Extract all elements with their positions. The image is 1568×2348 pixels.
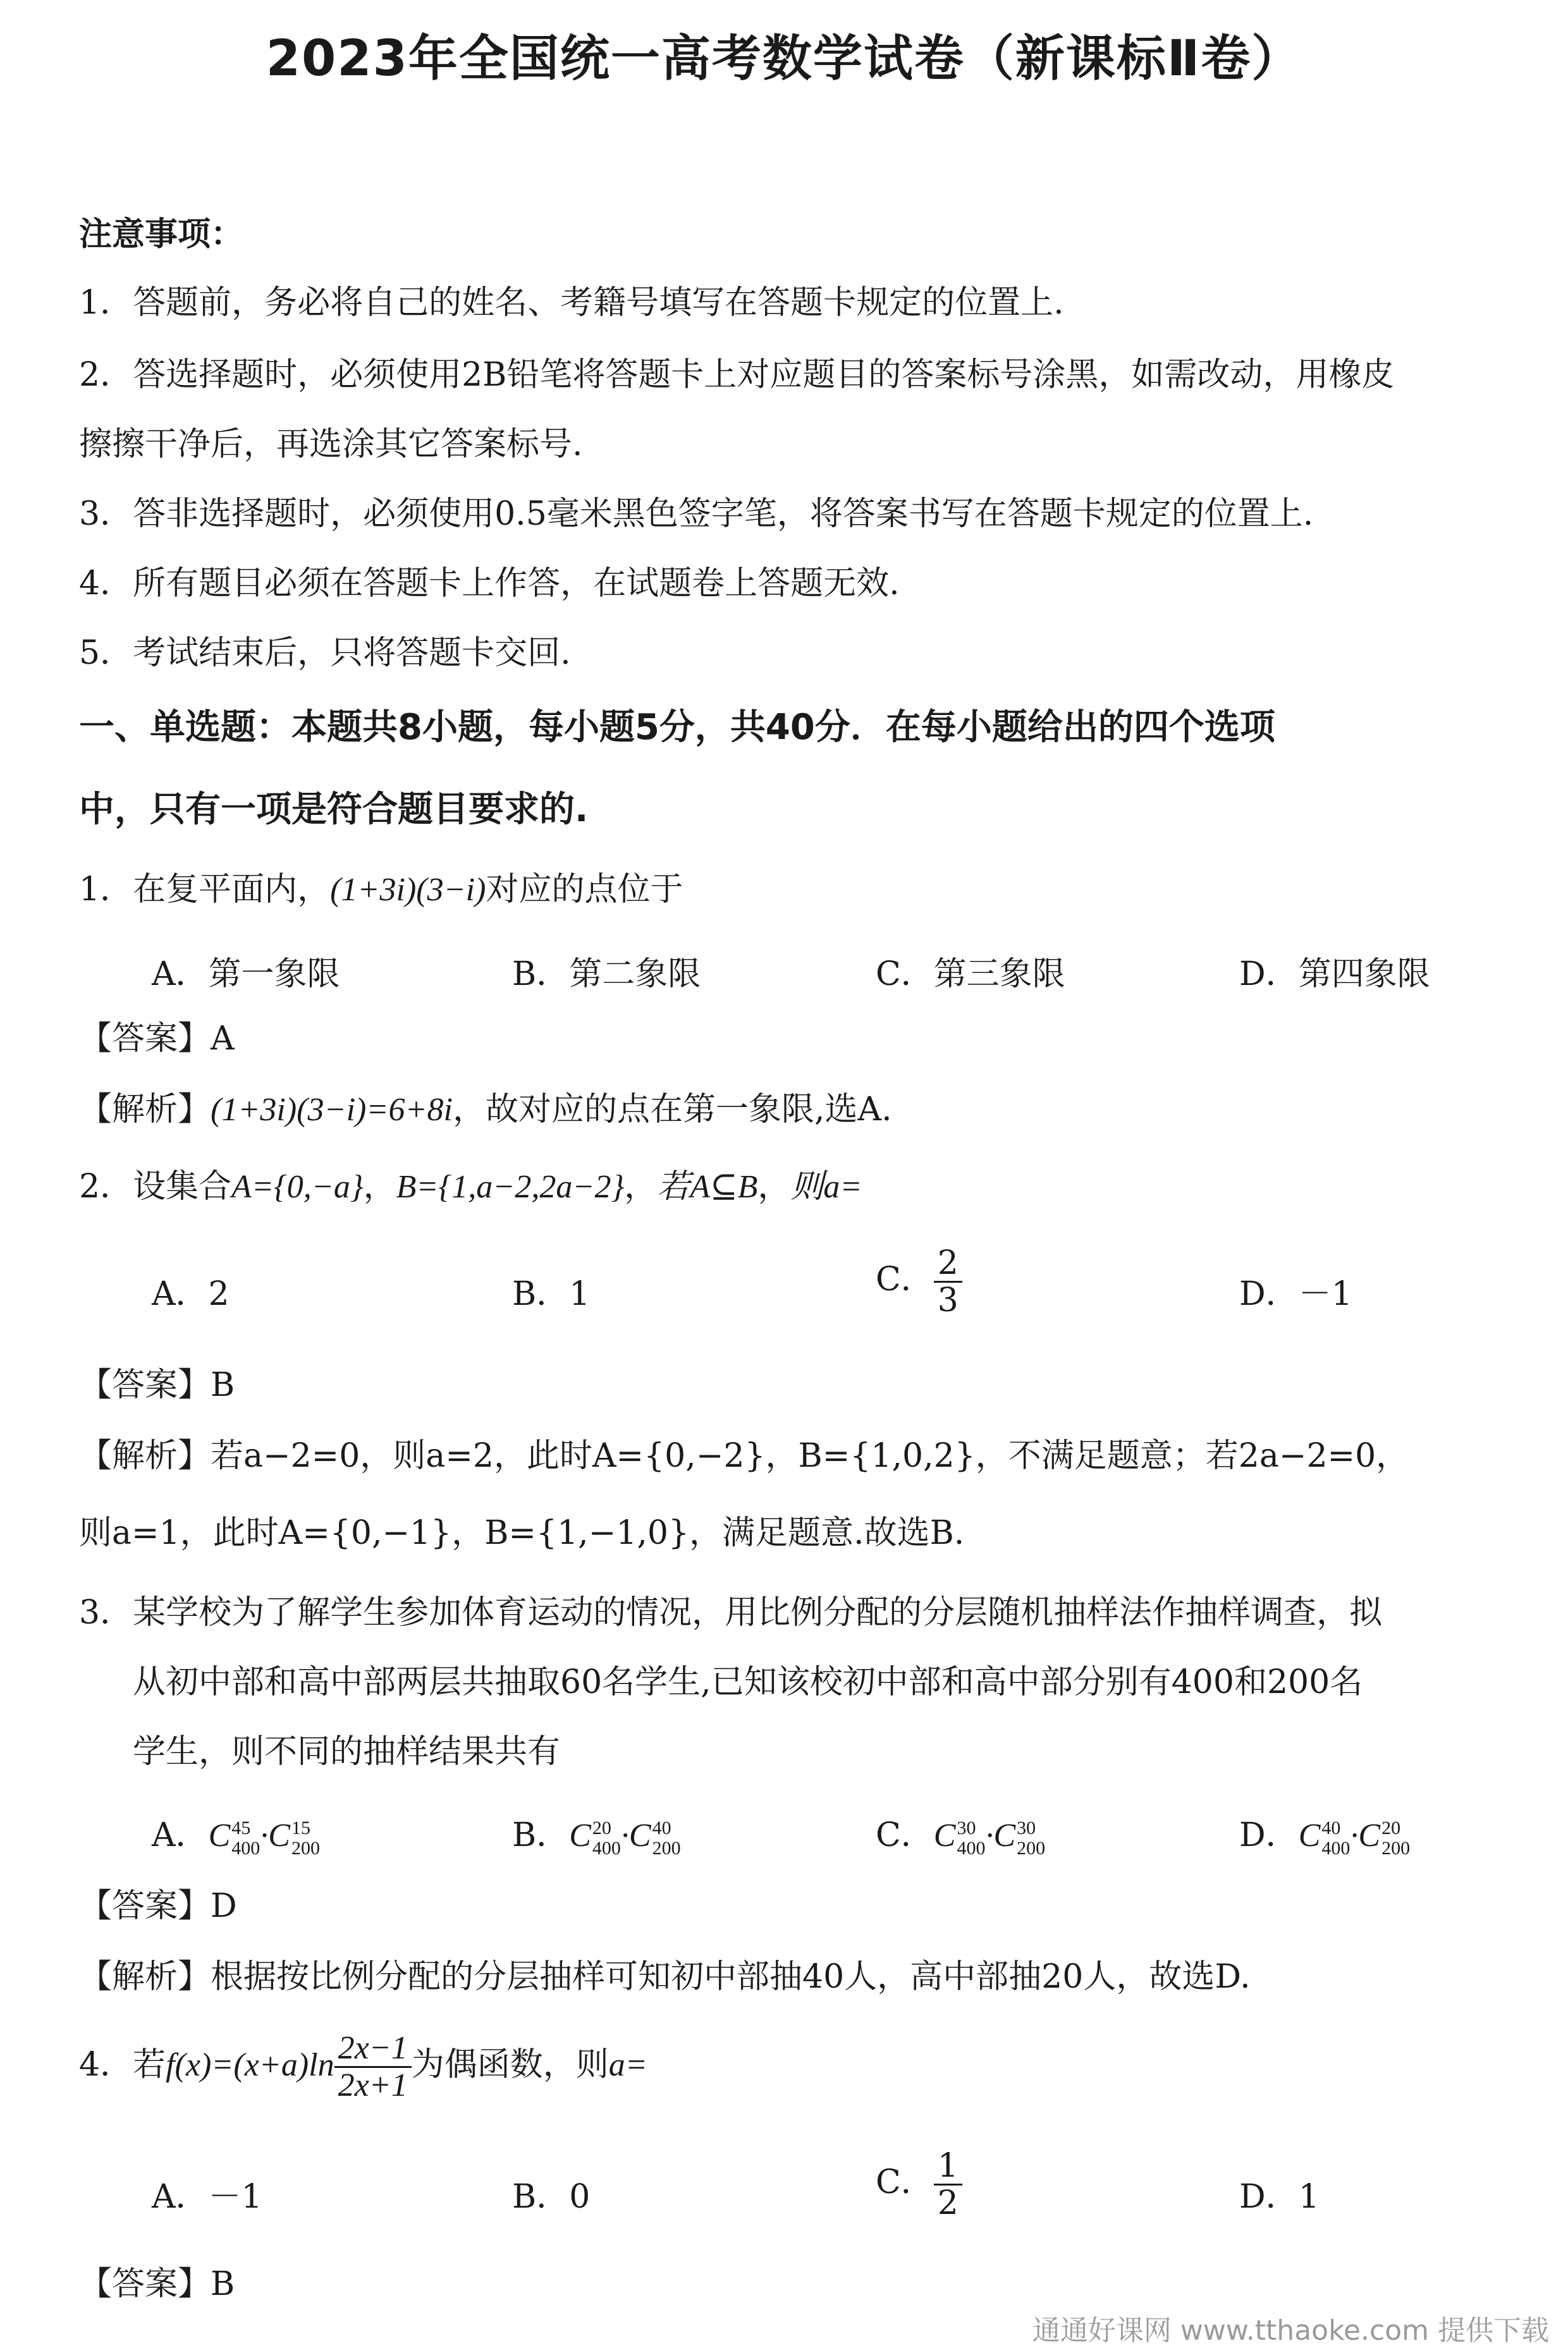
q4-suffix: 为偶函数，则 xyxy=(411,2046,609,2084)
q2-set-b: B={1,a−2,2a−2} xyxy=(396,1169,625,1205)
notice-item-2: 2．答选择题时，必须使用2B铅笔将答题卡上对应题目的答案标号涂黑，如需改动，用橡皮 xyxy=(79,356,1395,394)
q1-option-a: A．第一象限 xyxy=(152,955,340,993)
q1-option-c: C．第三象限 xyxy=(876,955,1065,993)
question-1-stem xyxy=(79,870,683,910)
q4-c-denominator: 2 xyxy=(937,2184,959,2222)
q4-fraction-denominator: 2x+1 xyxy=(338,2067,408,2103)
notice-item-3: 3．答非选择题时，必须使用0.5毫米黑色签字笔，将答案书写在答题卡规定的位置上. xyxy=(79,495,1314,533)
q1-analysis-expression: (1+3i)(3−i)=6+8i xyxy=(211,1092,453,1128)
q3-option-b-label: B． xyxy=(512,1816,570,1854)
q2-option-b: B．1 xyxy=(512,1275,591,1313)
q2-option-c xyxy=(876,1245,962,1318)
q4-ask: a= xyxy=(608,2047,647,2083)
q2-analysis-line1: 【解析】若a−2=0，则a=2，此时A={0,−2}，B={1,0,2}，不满足题意；若2a−2=0， xyxy=(79,1437,1409,1475)
q3-option-c-expression: C 30 400 ·C 30 200 xyxy=(933,1818,1046,1859)
q3-a-sup2: 15 xyxy=(291,1818,310,1839)
q3-option-a-expression: C 45 400 ·C 15 200 xyxy=(208,1818,320,1859)
question-4-stem xyxy=(79,2031,647,2103)
q3-option-b xyxy=(512,1808,681,1859)
q4-prefix: 4．若 xyxy=(79,2046,166,2084)
notice-item-5: 5．考试结束后，只将答题卡交回. xyxy=(79,634,571,672)
q4-option-a: A．－1 xyxy=(152,2178,262,2216)
q1-answer: 【答案】A xyxy=(79,1020,235,1058)
question-1-expression: (1+3i)(3−i) xyxy=(330,872,486,908)
question-3-line1: 3．某学校为了解学生参加体育运动的情况，用比例分配的分层随机抽样法作抽样调查，拟 xyxy=(79,1594,1383,1632)
q2-option-a: A．2 xyxy=(152,1275,230,1313)
q4-option-c xyxy=(876,2148,962,2221)
q2-option-c-label: C． xyxy=(876,1261,934,1299)
q2-answer: 【答案】B xyxy=(79,1366,235,1404)
q3-d-sub1: 400 xyxy=(1321,1838,1351,1859)
q3-analysis: 【解析】根据按比例分配的分层抽样可知初中部抽40人，高中部抽20人，故选D. xyxy=(79,1958,1251,1996)
notice-item-1: 1．答题前，务必将自己的姓名、考籍号填写在答题卡规定的位置上. xyxy=(79,284,1064,322)
q4-option-d: D．1 xyxy=(1239,2178,1320,2216)
q3-option-a xyxy=(152,1808,320,1859)
q4-function: f(x)=(x+a)ln xyxy=(166,2047,334,2083)
q4-option-c-label: C． xyxy=(876,2163,934,2201)
notice-item-4: 4．所有题目必须在答题卡上作答，在试题卷上答题无效. xyxy=(79,565,900,602)
q2-option-c-fraction xyxy=(934,1245,962,1318)
q2-prefix: 2．设集合 xyxy=(79,1168,232,1206)
q2-condition: 若A⊆B xyxy=(657,1169,758,1205)
q4-option-b: B．0 xyxy=(512,2178,591,2216)
q1-analysis xyxy=(79,1090,892,1130)
q3-d-sub2: 200 xyxy=(1381,1838,1411,1859)
q2-fraction-numerator: 2 xyxy=(934,1245,962,1283)
q1-option-d: D．第四象限 xyxy=(1239,955,1430,993)
q1-analysis-label: 【解析】 xyxy=(79,1091,211,1128)
q3-option-d xyxy=(1239,1808,1410,1859)
q3-option-c-label: C． xyxy=(876,1816,934,1854)
q3-a-sup1: 45 xyxy=(231,1818,251,1839)
q3-b-sup2: 40 xyxy=(652,1818,671,1839)
question-3-line3: 学生，则不同的抽样结果共有 xyxy=(133,1733,561,1771)
q3-c-sub2: 200 xyxy=(1017,1838,1046,1859)
q2-option-d: D．－1 xyxy=(1239,1275,1352,1313)
q4-option-c-fraction xyxy=(934,2148,962,2221)
q3-d-sup2: 20 xyxy=(1381,1818,1401,1839)
q3-option-b-expression: C 20 400 ·C 40 200 xyxy=(569,1818,681,1859)
q3-option-d-label: D． xyxy=(1239,1816,1299,1854)
q3-c-sub1: 400 xyxy=(957,1838,986,1859)
q3-d-sup1: 40 xyxy=(1321,1818,1341,1839)
q3-option-d-expression: C 40 400 ·C 20 200 xyxy=(1298,1818,1411,1859)
q4-fraction xyxy=(334,2031,412,2103)
q1-analysis-text: ，故对应的点在第一象限,选A. xyxy=(452,1091,892,1128)
q2-ask: 则a= xyxy=(790,1169,862,1205)
q2-analysis-line2: 则a=1，此时A={0,−1}，B={1,−1,0}，满足题意.故选B. xyxy=(79,1514,965,1552)
question-1-suffix: 对应的点位于 xyxy=(486,871,683,908)
notice-heading: 注意事项： xyxy=(79,216,244,254)
section-heading-line2: 中，只有一项是符合题目要求的. xyxy=(79,789,589,830)
q2-fraction-denominator: 3 xyxy=(937,1281,959,1319)
q3-a-sub1: 400 xyxy=(231,1838,260,1859)
q3-answer: 【答案】D xyxy=(79,1887,237,1925)
section-heading-line1: 一、单选题：本题共8小题，每小题5分，共40分．在每小题给出的四个选项 xyxy=(79,707,1275,748)
question-2-stem: 2．设集合A={0,−a}，B={1,a−2,2a−2}，若A⊆B，则a= xyxy=(79,1168,862,1206)
question-3-line2: 从初中部和高中部两层共抽取60名学生,已知该校初中部和高中部分别有400和200名 xyxy=(133,1663,1363,1701)
q3-c-sup1: 30 xyxy=(957,1818,976,1839)
question-1-prefix: 1．在复平面内， xyxy=(79,871,331,908)
q3-b-sub2: 200 xyxy=(652,1838,681,1859)
q3-option-a-label: A． xyxy=(152,1816,209,1854)
q3-c-sup2: 30 xyxy=(1017,1818,1036,1839)
q3-b-sup1: 20 xyxy=(592,1818,611,1839)
q3-a-sub2: 200 xyxy=(291,1838,320,1859)
q4-fraction-numerator: 2x−1 xyxy=(334,2031,412,2068)
q2-set-a: A={0,−a} xyxy=(231,1169,364,1205)
q4-c-numerator: 1 xyxy=(934,2148,962,2186)
notice-item-2-cont: 擦擦干净后，再选涂其它答案标号. xyxy=(79,425,583,463)
q3-option-c xyxy=(876,1808,1045,1859)
q1-option-b: B．第二象限 xyxy=(512,955,701,993)
footer-watermark: 通通好课网 www.tthaoke.com 提供下载 xyxy=(1032,2314,1549,2347)
q3-b-sub1: 400 xyxy=(592,1838,621,1859)
q4-answer: 【答案】B xyxy=(79,2265,235,2303)
page-title: 2023年全国统一高考数学试卷（新课标Ⅱ卷） xyxy=(266,30,1302,87)
